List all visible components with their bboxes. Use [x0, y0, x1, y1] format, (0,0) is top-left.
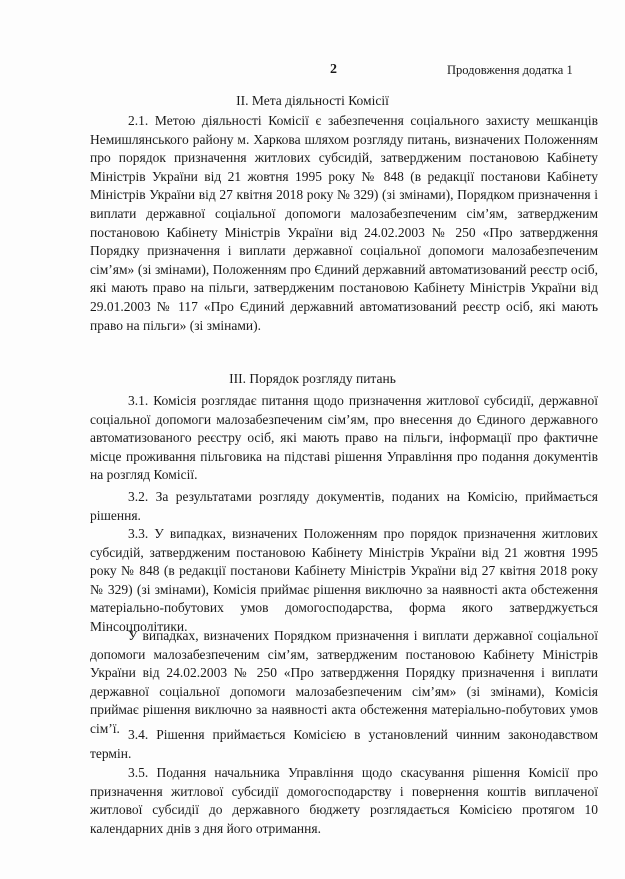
paragraph-3-3-continued: У випадках, визначених Порядком призначення і виплати державної соціальної допомоги малозабезпеченим сім’ям, затвердженим постановою Кабінету Міністрів України від 24.02.2003 № 250 «Про затвердження Порядку призначення і виплати державної соціальної допомоги малозабезпеченим сім’ям» (зі змінами), Комісія приймає рішення виключно за наявності акта обстеження матеріально-побутових умов сім’ї. [90, 628, 598, 736]
section-2-heading: ІІ. Мета діяльності Комісії [236, 93, 389, 108]
paragraph-3-5: 3.5. Подання начальника Управління щодо скасування рішення Комісії про призначення житлової субсидії домогосподарству і повернення коштів виплаченої житлової субсидії до державного бюджету розглядається Комісією протягом 10 календарних днів з дня його отримання. [90, 765, 598, 836]
section-3-heading: ІІІ. Порядок розгляду питань [229, 371, 396, 386]
paragraph-2-1: 2.1. Метою діяльності Комісії є забезпечення соціального захисту мешканців Немишлянського району м. Харкова шляхом розгляду питань, визначених Положенням про порядок призначення житлових субсидій, затвердженим постановою Кабінету Міністрів України від 21 жовтня 1995 року № 848 (в редакції постанови Кабінету Міністрів України від 27 квітня 2018 року № 329) (зі змінами), Порядком призначення і виплати державної соціальної допомоги малозабезпеченим сім’ям, затвердженим постановою Кабінету Міністрів України від 24.02.2003 № 250 «Про затвердження Порядку призначення і виплати державної соціальної допомоги малозабезпеченим сім’ям» (зі змінами), Положенням про Єдиний державний автоматизований реєстр осіб, які мають право на пільги, затвердженим постановою Кабінету Міністрів України від 29.01.2003 № 117 «Про Єдиний державний автоматизований реєстр осіб, які мають право на пільги» (зі змінами). [90, 113, 598, 333]
page-number: 2 [330, 62, 337, 77]
appendix-continuation-label: Продовження додатка 1 [447, 63, 573, 77]
paragraph-3-1: 3.1. Комісія розглядає питання щодо призначення житлової субсидії, державної соціальної допомоги малозабезпеченим сім’ям, про внесення до Єдиного державного автоматизованого реєстру осіб, які мають право на пільги, інформації про фактичне місце проживання пільговика на підставі рішення Управління про подання документів на розгляд Комісії. [90, 393, 598, 483]
paragraph-3-4: 3.4. Рішення приймається Комісією в установлений чинним законодавством термін. [90, 727, 598, 761]
paragraph-3-2: 3.2. За результатами розгляду документів, поданих на Комісію, приймається рішення. [90, 489, 598, 523]
paragraph-3-3: 3.3. У випадках, визначених Положенням про порядок призначення житлових субсидій, затвердженим постановою Кабінету Міністрів України від 21 жовтня 1995 року № 848 (в редакції постанови Кабінету Міністрів України від 27 квітня 2018 року № 329) (зі змінами), Комісія приймає рішення виключно за наявності акта обстеження матеріально-побутових умов домогосподарства, форма якого затверджується Мінсоцполітики. [90, 526, 598, 634]
